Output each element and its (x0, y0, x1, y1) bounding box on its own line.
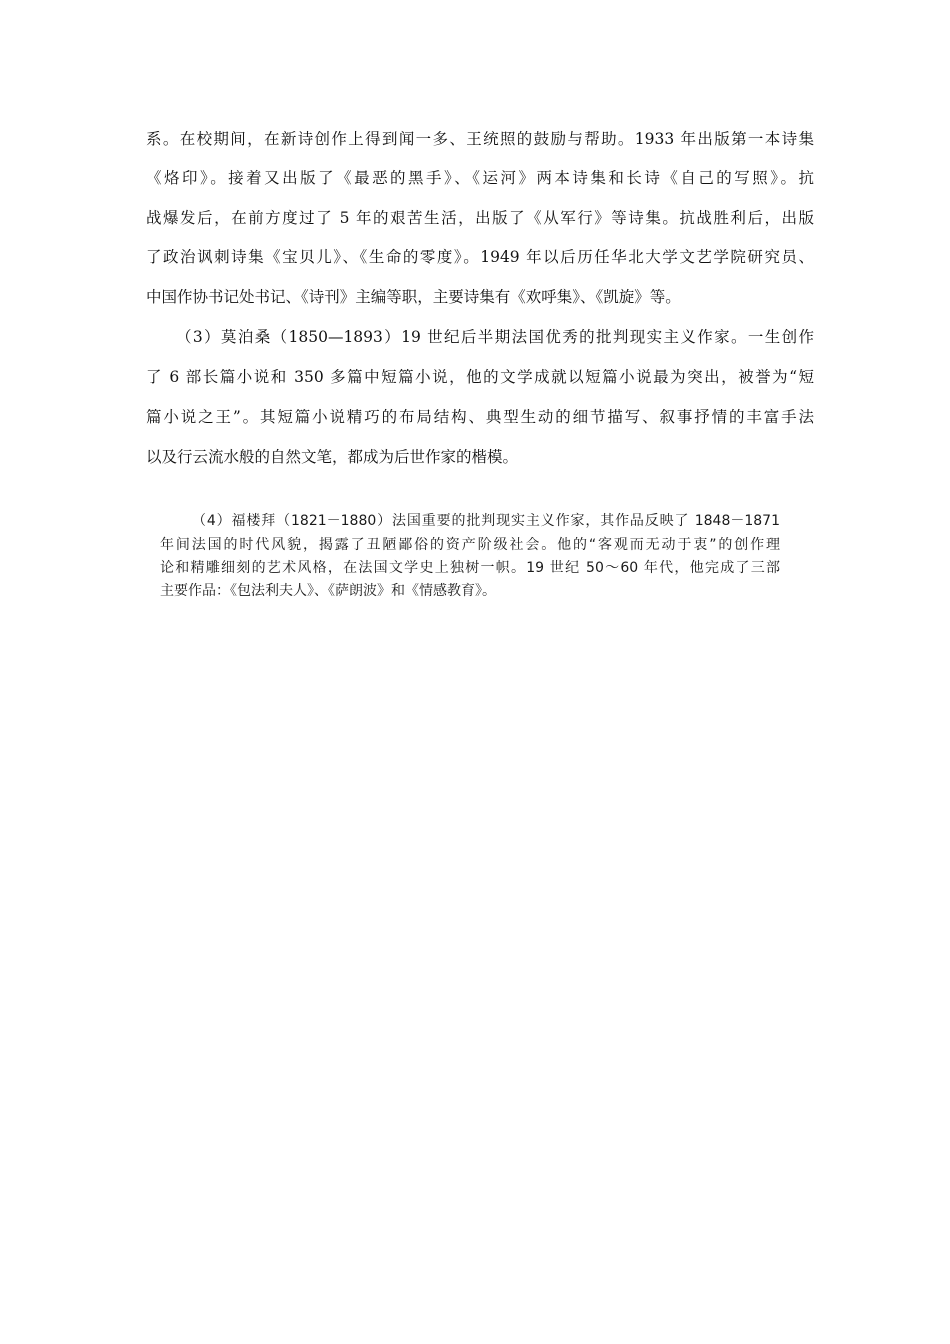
text-line: （4）福楼拜（1821－1880）法国重要的批判现实主义作家，其作品反映了 1848－1871 (192, 513, 780, 529)
text-line: 了 6 部长篇小说和 350 多篇中短篇小说，他的文学成就以短篇小说最为突出，被誉为“短 (146, 368, 814, 386)
text-line: 中国作协书记处书记、《诗刊》主编等职，主要诗集有《欢呼集》、《凯旋》等。 (146, 288, 681, 306)
text-line: 战爆发后，在前方度过了 5 年的艰苦生活，出版了《从军行》等诗集。抗战胜利后，出版 (146, 209, 814, 227)
text-line: 了政治讽刺诗集《宝贝儿》、《生命的零度》。1949 年以后历任华北大学文艺学院研究员、 (146, 248, 814, 266)
text-line: 篇小说之王”。其短篇小说精巧的布局结构、典型生动的细节描写、叙事抒情的丰富手法 (146, 408, 814, 426)
text-line: 年间法国的时代风貌，揭露了丑陋鄙俗的资产阶级社会。他的“客观而无动于衷”的创作理 (160, 537, 780, 553)
text-line: 以及行云流水般的自然文笔，都成为后世作家的楷模。 (146, 448, 519, 466)
text-line: 系。在校期间，在新诗创作上得到闻一多、王统照的鼓励与帮助。1933 年出版第一本诗集 (146, 130, 814, 148)
text-line: 《烙印》。接着又出版了《最恶的黑手》、《运河》两本诗集和长诗《自己的写照》。抗 (146, 169, 814, 187)
text-line: （3）莫泊桑（1850—1893）19 世纪后半期法国优秀的批判现实主义作家。一生创作 (176, 328, 814, 346)
text-line: 主要作品：《包法利夫人》、《萨朗波》和《情感教育》。 (160, 583, 496, 599)
text-line: 论和精雕细刻的艺术风格，在法国文学史上独树一帜。19 世纪 50～60 年代，他完成了三部 (160, 560, 780, 576)
